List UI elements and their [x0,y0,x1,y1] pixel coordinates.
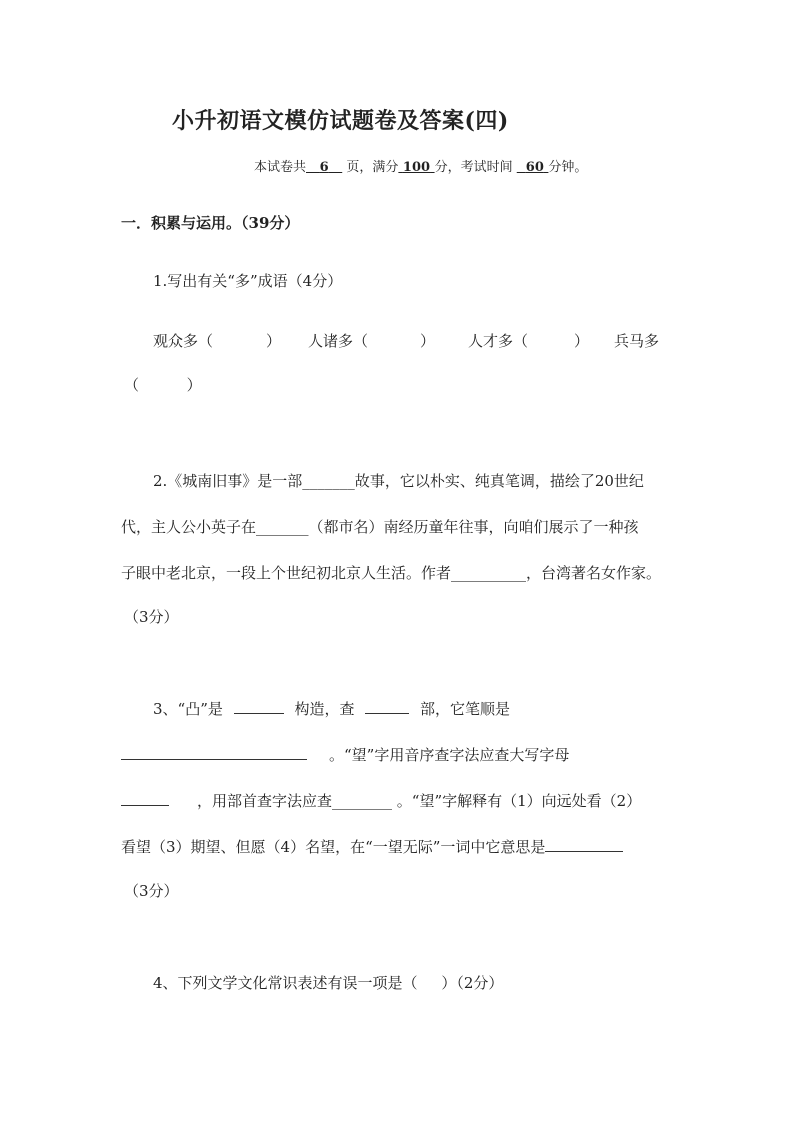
q1-item-1-close: ） [266,332,282,350]
info-prefix: 本试卷共 [254,160,307,175]
q3-blank-structure[interactable] [234,699,284,714]
q3-line-2 [121,744,569,765]
q2-line-1: 2.《城南旧事》是一部_______故事，它以朴实、纯真笔调，描绘了20世纪 [153,472,644,490]
q1-item-4: 兵马多 [614,332,660,350]
q1-item-3: 人才多（ [468,332,529,350]
q3-line-3 [121,790,641,811]
q1-item-2-close: ） [420,332,436,350]
q3-blank-meaning[interactable] [545,837,623,852]
q3-line-4 [121,836,623,857]
info-score: 100 [402,160,431,175]
exam-info [254,156,587,175]
info-suffix: 分钟。 [548,160,588,175]
info-mid1: 页，满分 [346,160,399,175]
q1-item-1: 观众多（ [153,332,214,350]
q3-text-2: 构造，查 [294,700,355,718]
q3-text-6: 看望（3）期望、但愿（4）名望，在“一望无际”一词中它意思是 [121,838,546,856]
q3-blank-radical[interactable] [365,699,409,714]
q3-text-3: 部，它笔顺是 [420,700,511,718]
q3-blank-stroke-order[interactable] [121,745,307,760]
q1-item-4-blank: （ ） [124,376,202,394]
q3-text-4: 。“望”字用音序查字法应查大写字母 [329,746,570,764]
q2-line-4: （3分） [124,608,179,626]
q3-text-1: 3、“凸”是 [153,700,223,718]
q3-line-1 [153,698,510,719]
q3-blank-letter[interactable] [121,791,169,806]
q3-text-5: ，用部首查字法应查________ 。“望”字解释有（1）向远处看（2） [197,792,642,810]
q1-stem: 1.写出有关“多”成语（4分） [153,272,343,290]
section-heading: 一．积累与运用。（39分） [121,214,300,232]
q2-line-2: 代，主人公小英子在_______（都市名）南经历童年往事，向咱们展示了一种孩 [121,518,639,536]
info-pages: 6 [319,160,329,175]
q1-item-2: 人诸多（ [308,332,369,350]
info-mid2: 分，考试时间 [434,160,513,175]
q2-line-3: 子眼中老北京，一段上个世纪初北京人生活。作者__________，台湾著名女作家。 [121,564,662,582]
q1-item-3-close: ） [574,332,590,350]
q4-stem: 4、下列文学文化常识表述有误一项是（ ）（2分） [153,974,504,992]
info-minutes: 60 [525,160,544,175]
page-title: 小升初语文模仿试题卷及答案(四) [172,108,509,134]
q3-line-5: （3分） [124,882,179,900]
